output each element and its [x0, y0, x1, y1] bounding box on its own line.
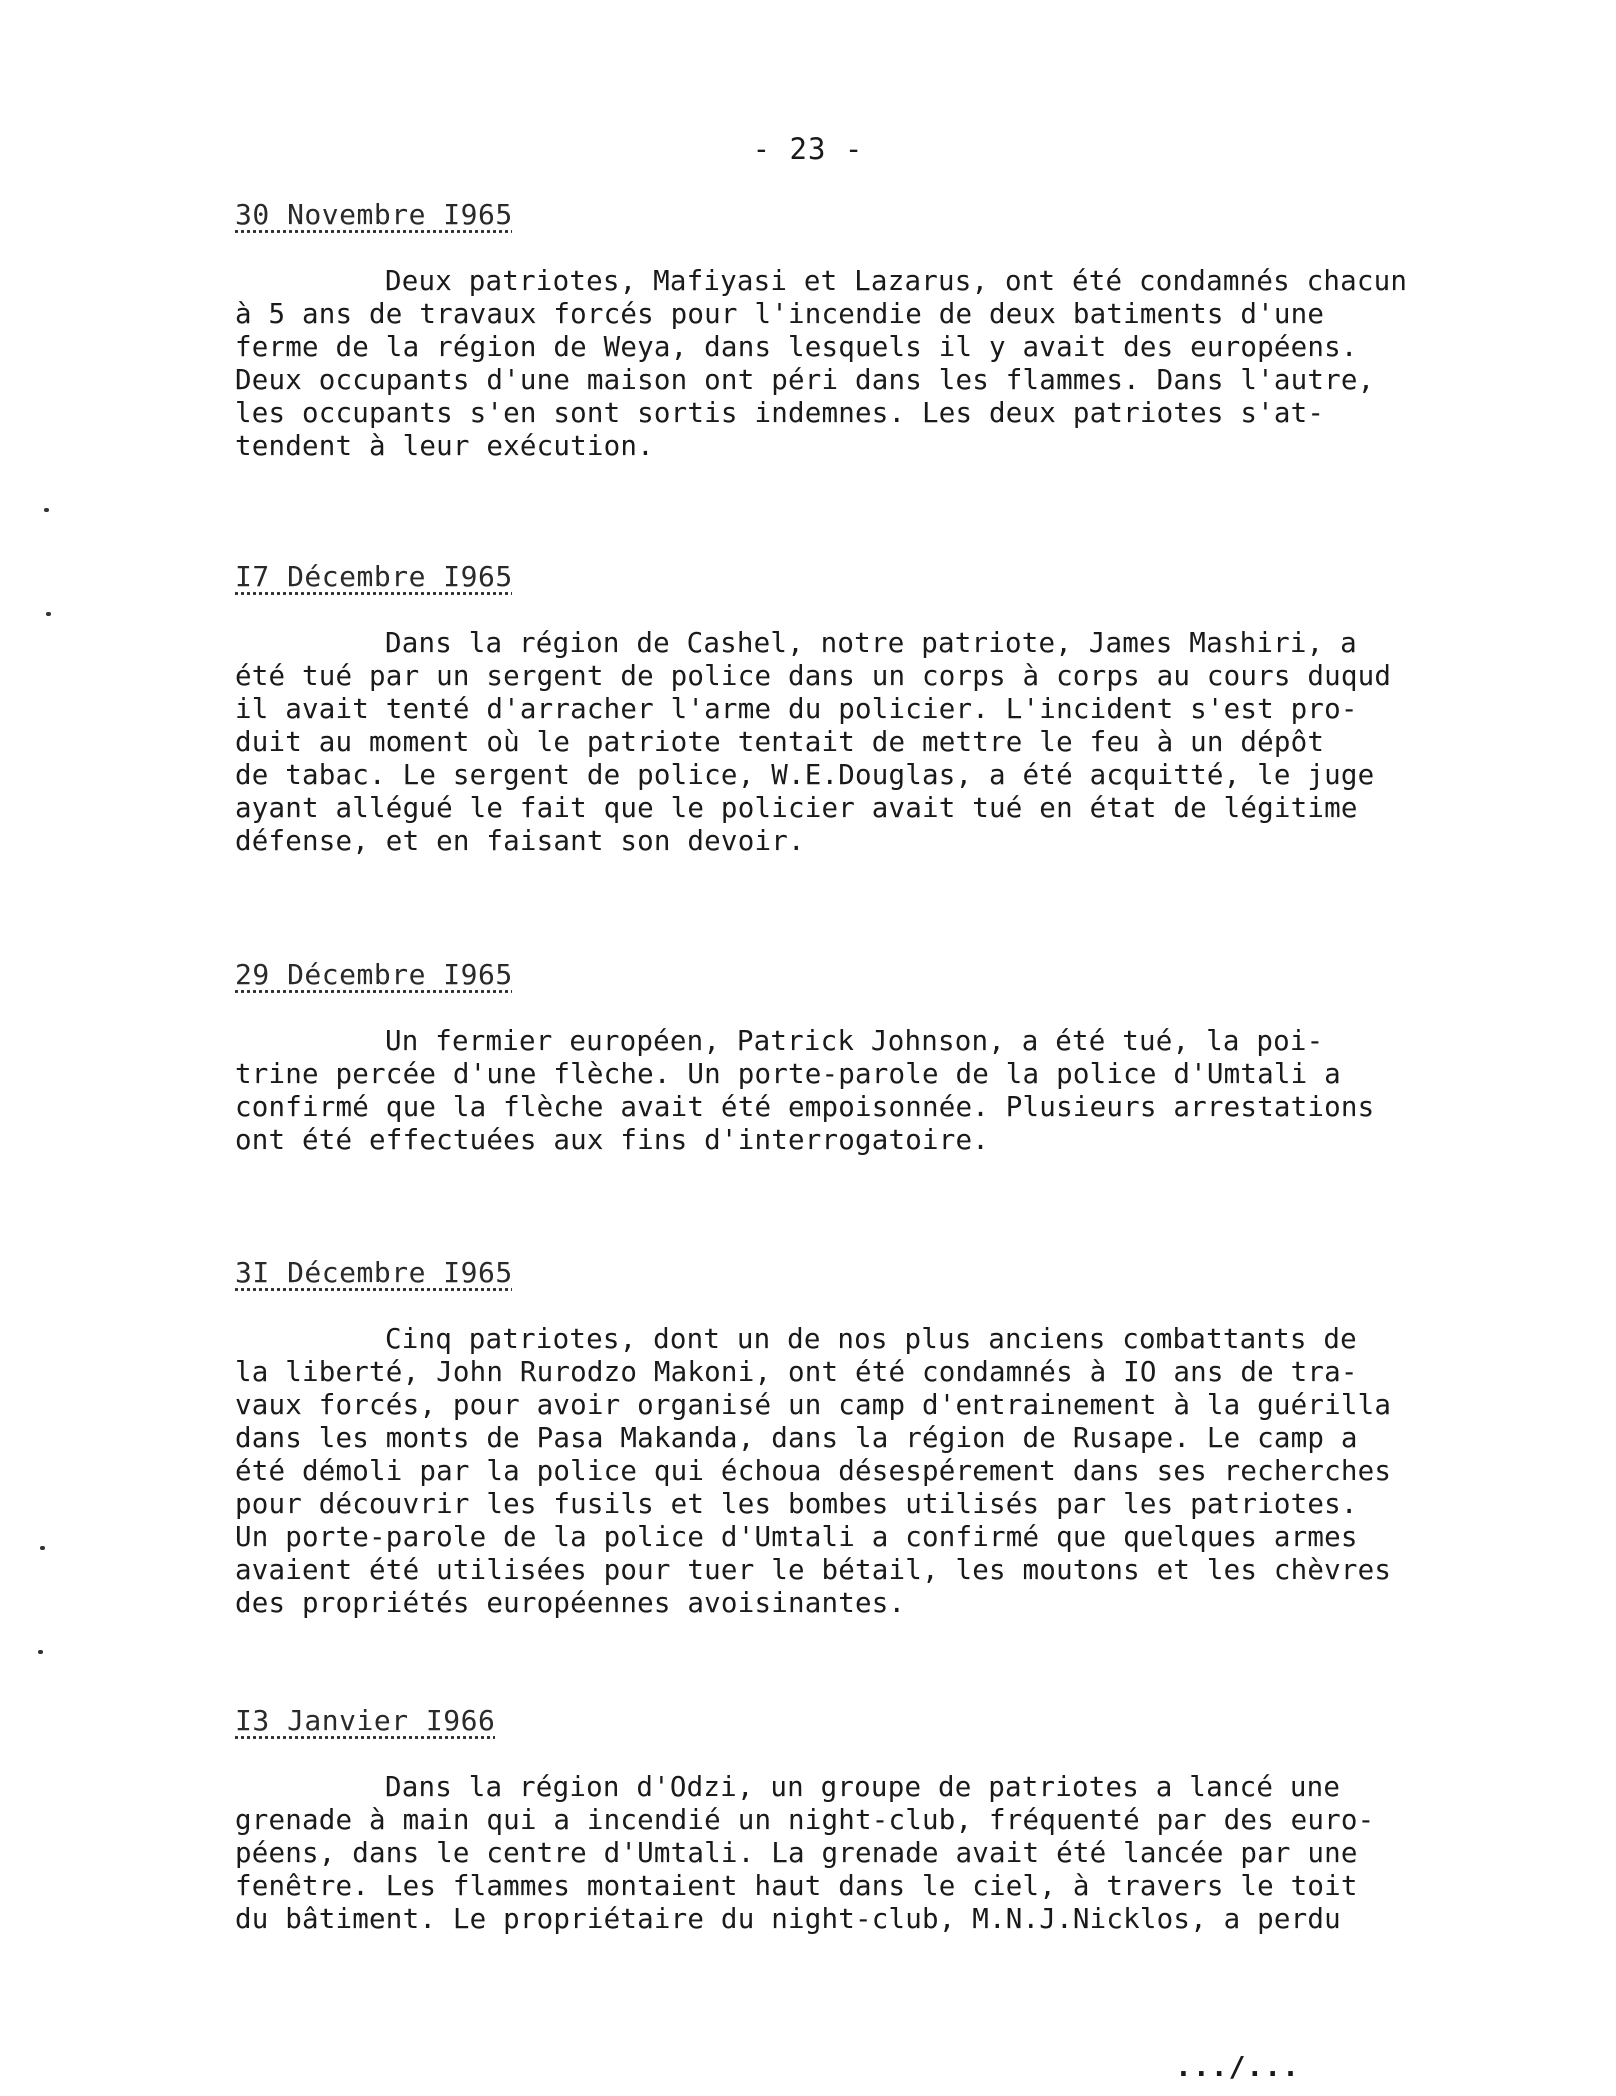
text-line: les occupants s'en sont sortis indemnes. Les deux patriotes s'at-	[235, 397, 1325, 429]
text-line: péens, dans le centre d'Umtali. La grenade avait été lancée par une	[235, 1837, 1358, 1869]
text-line: Dans la région d'Odzi, un groupe de patriotes a lancé une	[385, 1771, 1341, 1803]
text-line: Un fermier européen, Patrick Johnson, a été tué, la poi-	[385, 1025, 1324, 1057]
entry-date: 29 Décembre I965	[235, 958, 513, 991]
entry-13-janvier	[235, 1704, 1535, 1936]
text-line: à 5 ans de travaux forcés pour l'incendie de deux batiments d'une	[235, 298, 1325, 330]
scan-speck	[46, 612, 51, 616]
text-line: Cinq patriotes, dont un de nos plus anciens combattants de	[385, 1323, 1357, 1355]
text-line: ferme de la région de Weya, dans lesquels il y avait des européens.	[235, 331, 1358, 363]
text-line: tendent à leur exécution.	[235, 430, 654, 462]
entry-body	[235, 265, 1535, 463]
entry-body	[235, 1025, 1535, 1157]
text-line: pour découvrir les fusils et les bombes utilisés par les patriotes.	[235, 1488, 1358, 1520]
text-line: grenade à main qui a incendié un night-club, fréquenté par des euro-	[235, 1804, 1375, 1836]
text-line: des propriétés européennes avoisinantes.	[235, 1587, 906, 1619]
scan-speck	[38, 1650, 43, 1654]
entry-17-decembre	[235, 560, 1535, 858]
text-line: la liberté, John Rurodzo Makoni, ont été condamnés à IO ans de tra-	[235, 1356, 1358, 1388]
entry-date: 30 Novembre I965	[235, 198, 513, 231]
continuation-mark: .../...	[1175, 2050, 1301, 2083]
text-line: vaux forcés, pour avoir organisé un camp d'entrainement à la guérilla	[235, 1389, 1392, 1421]
entry-date: I3 Janvier I966	[235, 1704, 496, 1737]
text-line: du bâtiment. Le propriétaire du night-club, M.N.J.Nicklos, a perdu	[235, 1903, 1341, 1935]
text-line: dans les monts de Pasa Makanda, dans la région de Rusape. Le camp a	[235, 1422, 1358, 1454]
text-line: Deux occupants d'une maison ont péri dans les flammes. Dans l'autre,	[235, 364, 1375, 396]
text-line: avaient été utilisées pour tuer le bétail, les moutons et les chèvres	[235, 1554, 1392, 1586]
entry-date: I7 Décembre I965	[235, 560, 513, 593]
entry-29-decembre	[235, 958, 1535, 1157]
text-line: duit au moment où le patriote tentait de mettre le feu à un dépôt	[235, 726, 1325, 758]
text-line: ayant allégué le fait que le policier avait tué en état de légitime	[235, 792, 1358, 824]
entry-date: 3I Décembre I965	[235, 1256, 513, 1289]
text-line: confirmé que la flèche avait été empoisonnée. Plusieurs arrestations	[235, 1091, 1375, 1123]
text-line: fenêtre. Les flammes montaient haut dans le ciel, à travers le toit	[235, 1870, 1358, 1902]
text-line: Dans la région de Cashel, notre patriote, James Mashiri, a	[385, 627, 1357, 659]
scan-speck	[44, 508, 49, 512]
text-line: défense, et en faisant son devoir.	[235, 825, 805, 857]
text-line: de tabac. Le sergent de police, W.E.Douglas, a été acquitté, le juge	[235, 759, 1375, 791]
text-line: ont été effectuées aux fins d'interrogatoire.	[235, 1124, 990, 1156]
entry-31-decembre	[235, 1256, 1535, 1620]
text-line: Un porte-parole de la police d'Umtali a confirmé que quelques armes	[235, 1521, 1358, 1553]
entry-body	[235, 627, 1535, 858]
entry-body	[235, 1323, 1535, 1620]
text-line: été démoli par la police qui échoua désespérement dans ses recherches	[235, 1455, 1392, 1487]
text-line: Deux patriotes, Mafiyasi et Lazarus, ont été condamnés chacun	[385, 265, 1408, 297]
text-line: été tué par un sergent de police dans un corps à corps au cours duqud	[235, 660, 1392, 692]
scan-speck	[40, 1546, 45, 1550]
text-line: il avait tenté d'arracher l'arme du policier. L'incident s'est pro-	[235, 693, 1358, 725]
entry-body	[235, 1771, 1535, 1936]
text-line: trine percée d'une flèche. Un porte-parole de la police d'Umtali a	[235, 1058, 1341, 1090]
page-number: - 23 -	[752, 132, 864, 166]
entry-30-novembre	[235, 198, 1535, 463]
